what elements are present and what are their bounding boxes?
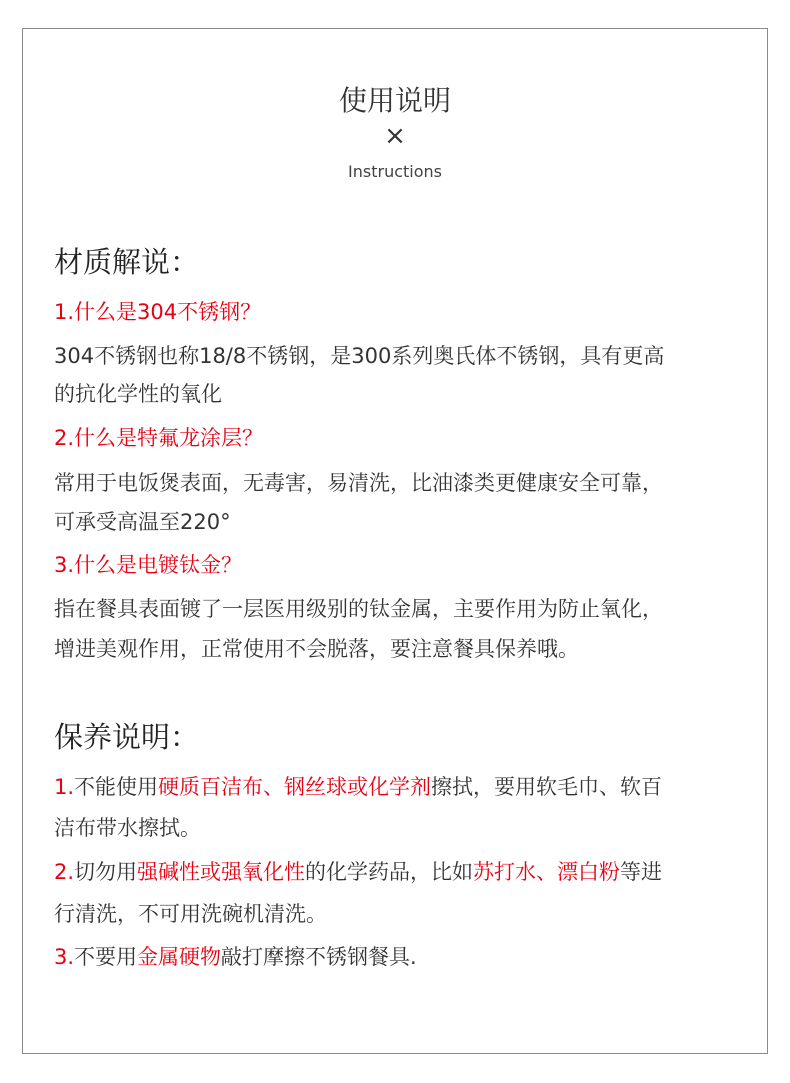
page-title: 使用说明 bbox=[338, 84, 451, 117]
answer-2-line-2: 可承受高温至220° bbox=[54, 510, 231, 534]
care-item-3-number: 3. bbox=[54, 945, 75, 969]
answer-1-line-1: 304不锈钢也称18/8不锈钢，是300系列奥氏体不锈钢，具有更高 bbox=[54, 344, 665, 368]
question-1: 1.什么是304不锈钢？ bbox=[54, 300, 262, 324]
care-item-1-line-2: 洁布带水擦拭。 bbox=[54, 816, 201, 840]
answer-3-line-1: 指在餐具表面镀了一层医用级别的钛金属，主要作用为防止氧化， bbox=[54, 597, 663, 621]
care-item-1-line-1 bbox=[54, 768, 754, 806]
answer-3-line-2: 增进美观作用，正常使用不会脱落，要注意餐具保养哦。 bbox=[54, 637, 579, 661]
care-item-2-pre: 切勿用 bbox=[74, 860, 138, 884]
care-item-2-separator: 、 bbox=[536, 860, 558, 884]
care-item-3-line-1 bbox=[54, 938, 754, 976]
care-item-2-line-1 bbox=[54, 853, 754, 891]
care-item-1-highlight: 硬质百洁布、钢丝球或化学剂 bbox=[158, 775, 432, 799]
page-subtitle: Instructions bbox=[348, 162, 442, 181]
care-item-2-highlight-1: 强碱性或强氧化性 bbox=[137, 860, 306, 884]
care-item-2-number: 2. bbox=[54, 860, 75, 884]
cross-icon: × bbox=[384, 121, 406, 151]
question-2: 2.什么是特氟龙涂层？ bbox=[54, 426, 264, 450]
care-item-1-post: 擦拭，要用软毛巾、软百 bbox=[431, 775, 663, 799]
question-3: 3.什么是电镀钛金？ bbox=[54, 553, 243, 577]
care-item-3-post: 敲打摩擦不锈钢餐具. bbox=[221, 945, 417, 969]
care-item-2-highlight-3: 漂白粉 bbox=[557, 860, 621, 884]
care-item-1-pre: 不能使用 bbox=[74, 775, 159, 799]
care-item-2-mid: 的化学药品，比如 bbox=[305, 860, 474, 884]
care-item-3-highlight: 金属硬物 bbox=[137, 945, 222, 969]
care-item-3-pre: 不要用 bbox=[74, 945, 138, 969]
material-heading: 材质解说： bbox=[54, 245, 200, 279]
care-item-2-post: 等进 bbox=[620, 860, 663, 884]
answer-1-line-2: 的抗化学性的氧化 bbox=[54, 382, 222, 406]
answer-2-line-1: 常用于电饭煲表面，无毒害，易清洗，比油漆类更健康安全可靠， bbox=[54, 471, 663, 495]
care-heading: 保养说明： bbox=[54, 720, 200, 754]
care-item-2-highlight-2: 苏打水 bbox=[473, 860, 537, 884]
care-item-2-line-2: 行清洗，不可用洗碗机清洗。 bbox=[54, 902, 327, 926]
care-item-1-number: 1. bbox=[54, 775, 75, 799]
